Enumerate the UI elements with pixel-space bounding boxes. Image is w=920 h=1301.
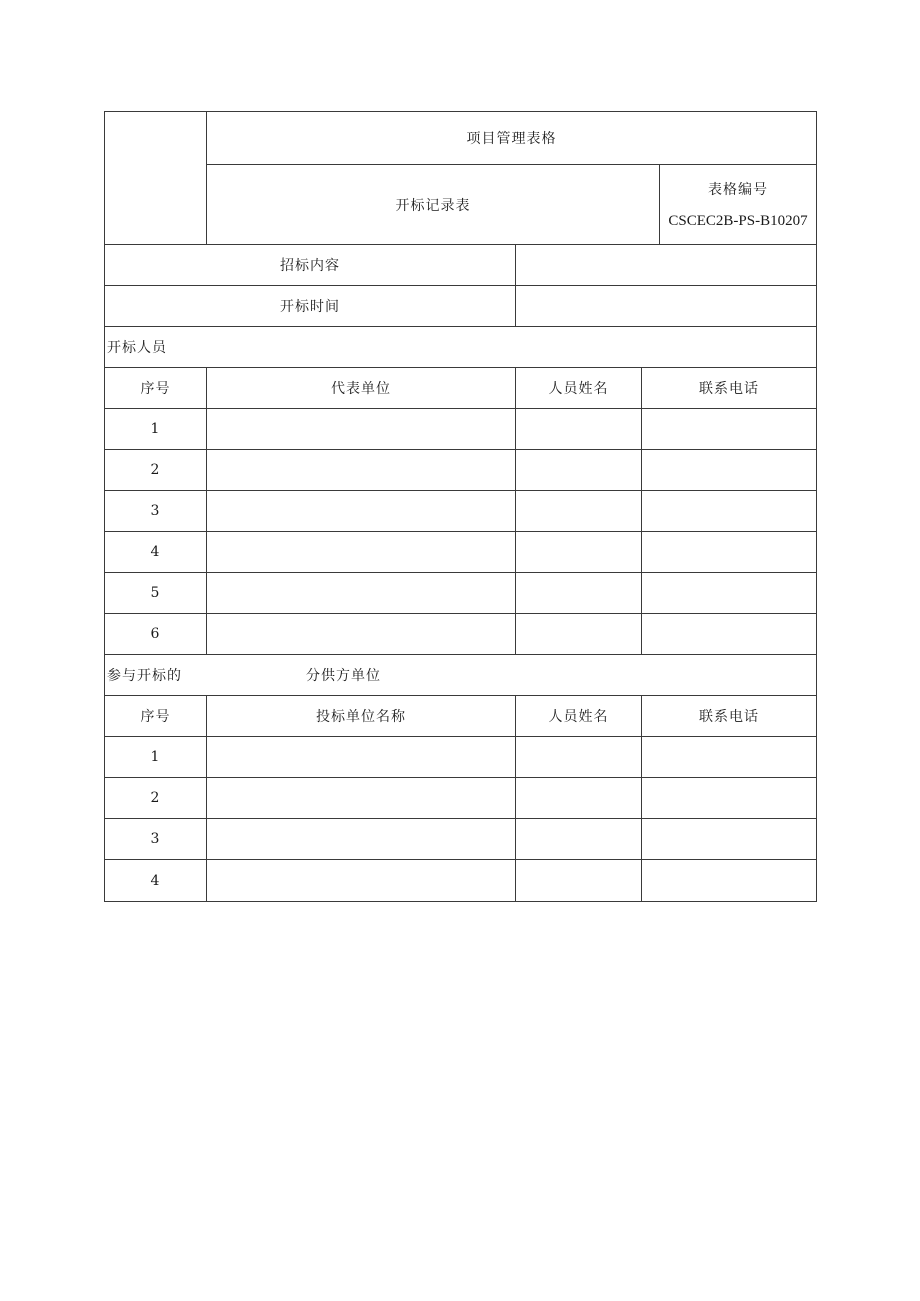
form-code-cell xyxy=(660,165,817,245)
form-code-value: CSCEC2B-PS-B10207 xyxy=(668,213,808,229)
row-index: 6 xyxy=(105,614,207,655)
phone-cell[interactable] xyxy=(642,860,817,902)
logo-cell xyxy=(105,112,207,245)
bid-content-label: 招标内容 xyxy=(105,245,516,286)
table-row xyxy=(105,573,817,614)
unit-cell[interactable] xyxy=(207,409,516,450)
section2-header-phone: 联系电话 xyxy=(642,696,817,737)
table-row xyxy=(105,819,817,860)
name-cell[interactable] xyxy=(516,614,642,655)
form-code-label: 表格编号 xyxy=(708,182,768,198)
row-index: 3 xyxy=(105,819,207,860)
table-row xyxy=(105,532,817,573)
section2-title-part1: 参与开标的 xyxy=(107,668,182,684)
name-cell[interactable] xyxy=(516,860,642,902)
table-row xyxy=(105,409,817,450)
table-row xyxy=(105,614,817,655)
name-cell[interactable] xyxy=(516,819,642,860)
phone-cell[interactable] xyxy=(642,409,817,450)
name-cell[interactable] xyxy=(516,450,642,491)
row-index: 1 xyxy=(105,409,207,450)
section1-header-phone: 联系电话 xyxy=(642,368,817,409)
row-index: 3 xyxy=(105,491,207,532)
section1-header-unit: 代表单位 xyxy=(207,368,516,409)
opening-time-value[interactable] xyxy=(516,286,817,327)
phone-cell[interactable] xyxy=(642,737,817,778)
phone-cell[interactable] xyxy=(642,778,817,819)
section2-header-index: 序号 xyxy=(105,696,207,737)
unit-cell[interactable] xyxy=(207,491,516,532)
bid-opening-form xyxy=(104,111,816,902)
category-title: 项目管理表格 xyxy=(207,112,817,165)
row-index: 1 xyxy=(105,737,207,778)
row-index: 2 xyxy=(105,778,207,819)
phone-cell[interactable] xyxy=(642,491,817,532)
name-cell[interactable] xyxy=(516,737,642,778)
table-row xyxy=(105,737,817,778)
unit-cell[interactable] xyxy=(207,573,516,614)
bidder-cell[interactable] xyxy=(207,778,516,819)
unit-cell[interactable] xyxy=(207,450,516,491)
section2-header-bidder: 投标单位名称 xyxy=(207,696,516,737)
row-index: 4 xyxy=(105,860,207,902)
section2-title xyxy=(105,655,817,696)
row-index: 4 xyxy=(105,532,207,573)
row-index: 2 xyxy=(105,450,207,491)
bidder-cell[interactable] xyxy=(207,819,516,860)
section2-title-part2: 分供方单位 xyxy=(306,668,381,684)
phone-cell[interactable] xyxy=(642,450,817,491)
name-cell[interactable] xyxy=(516,778,642,819)
table-row xyxy=(105,450,817,491)
bid-content-value[interactable] xyxy=(516,245,817,286)
section1-header-index: 序号 xyxy=(105,368,207,409)
section1-title: 开标人员 xyxy=(105,327,817,368)
table-row xyxy=(105,860,817,902)
name-cell[interactable] xyxy=(516,573,642,614)
form-table xyxy=(104,111,817,902)
table-row xyxy=(105,778,817,819)
phone-cell[interactable] xyxy=(642,614,817,655)
row-index: 5 xyxy=(105,573,207,614)
unit-cell[interactable] xyxy=(207,614,516,655)
section1-header-name: 人员姓名 xyxy=(516,368,642,409)
phone-cell[interactable] xyxy=(642,573,817,614)
bidder-cell[interactable] xyxy=(207,737,516,778)
name-cell[interactable] xyxy=(516,532,642,573)
phone-cell[interactable] xyxy=(642,532,817,573)
form-name: 开标记录表 xyxy=(207,165,660,245)
name-cell[interactable] xyxy=(516,491,642,532)
unit-cell[interactable] xyxy=(207,532,516,573)
phone-cell[interactable] xyxy=(642,819,817,860)
section2-header-name: 人员姓名 xyxy=(516,696,642,737)
opening-time-label: 开标时间 xyxy=(105,286,516,327)
name-cell[interactable] xyxy=(516,409,642,450)
bidder-cell[interactable] xyxy=(207,860,516,902)
table-row xyxy=(105,491,817,532)
